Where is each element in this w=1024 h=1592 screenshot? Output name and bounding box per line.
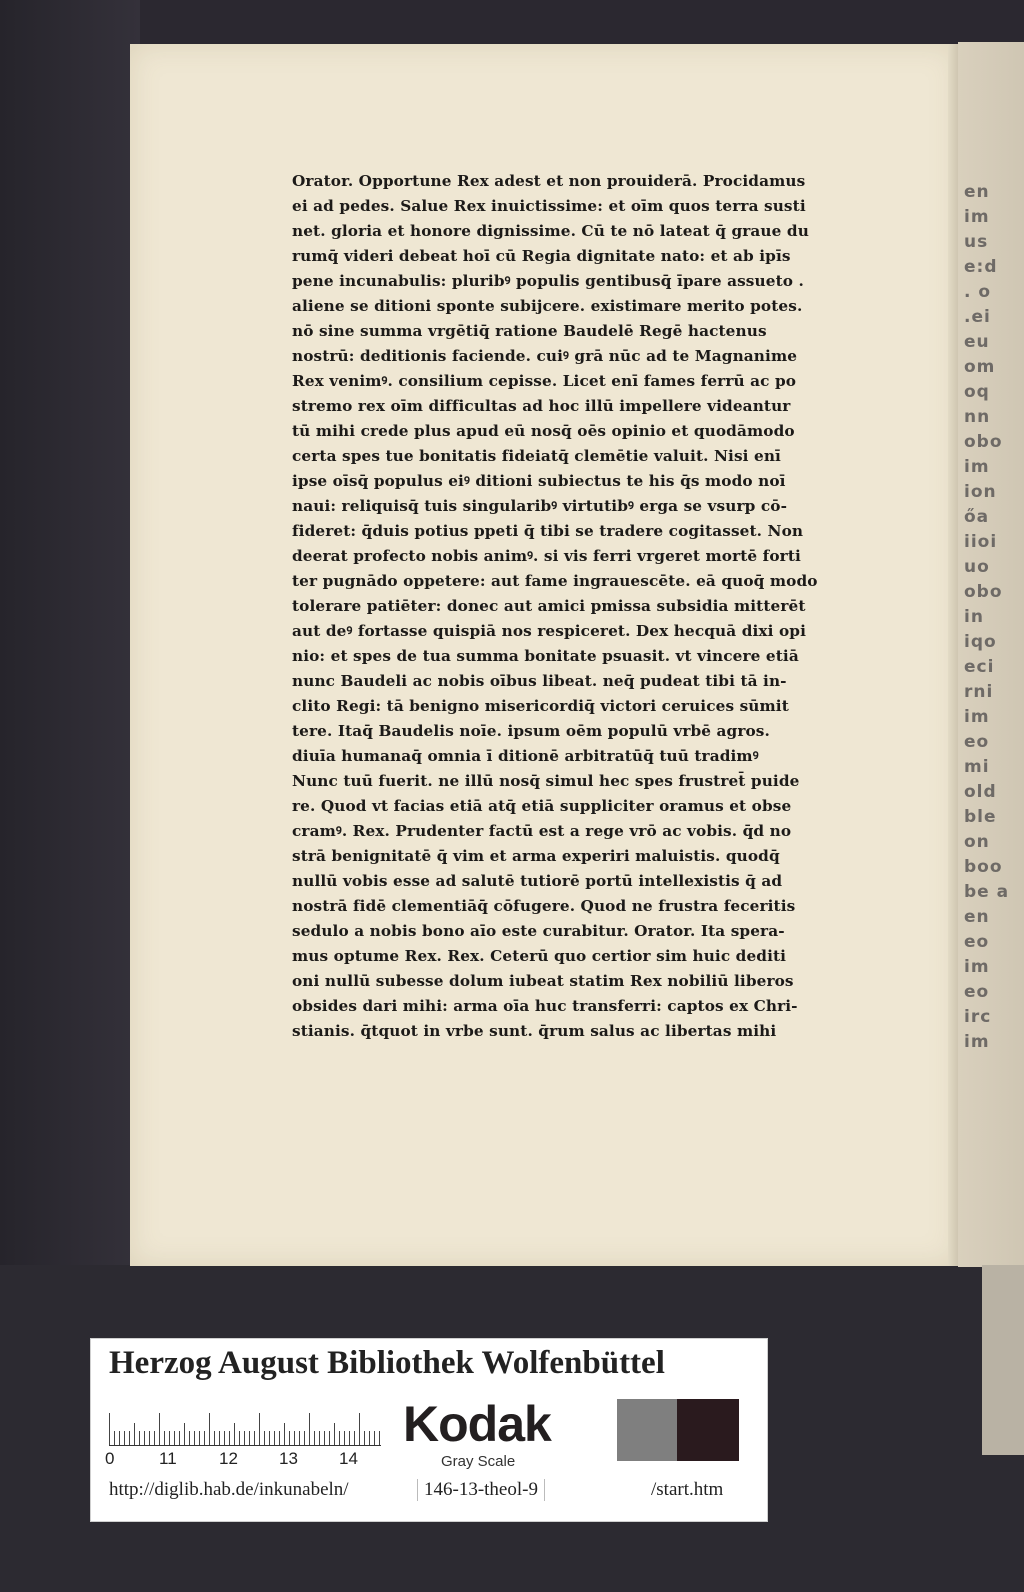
- facing-page-fragment: im: [964, 207, 990, 227]
- text-line: Rex venimꝰ. consilium cepisse. Licet enī fames ferrū ac po: [292, 372, 797, 390]
- text-line: nio: et spes de tua summa bonitate psuasit. vt vincere etiā: [292, 647, 799, 665]
- ruler-tick: [144, 1431, 145, 1445]
- facing-page-fragment: .ei: [964, 307, 991, 327]
- facing-page-fragment: mi: [964, 757, 990, 777]
- text-line: net. gloria et honore dignissime. Cū te nō lateat q̄ graue du: [292, 222, 809, 240]
- facing-page-fragment: nn: [964, 407, 991, 427]
- text-line: nunc Baudeli ac nobis oībus libeat. neq̄ pudeat tibi tā in-: [292, 672, 787, 690]
- text-line: nostrā fidē clementiāq̄ cōfugere. Quod ne frustra feceritis: [292, 897, 796, 915]
- text-line: naui: reliquisq̄ tuis singularibꝰ virtutibꝰ erga se vsurp cō-: [292, 497, 788, 515]
- ruler-tick: [114, 1431, 115, 1445]
- gray-swatch-dark: [677, 1399, 739, 1461]
- text-line: certa spes tue bonitatis fideiatq̄ clemētie valuit. Nisi enī: [292, 447, 781, 465]
- text-line: mus optume Rex. Rex. Ceterū quo certior sim huic dediti: [292, 947, 787, 965]
- facing-page-fragment: rni: [964, 682, 994, 702]
- facing-page-fragment: in: [964, 607, 984, 627]
- ruler-tick: [204, 1431, 205, 1445]
- ruler-tick: [254, 1431, 255, 1445]
- ruler-tick: [359, 1413, 360, 1445]
- facing-page-fragment: iqo: [964, 632, 997, 652]
- text-line: ei ad pedes. Salue Rex inuictissime: et oīm quos terra susti: [292, 197, 806, 215]
- text-line: clito Regi: tā benigno misericordiq̄ victori ceruices sūmit: [292, 697, 789, 715]
- facing-page-fragment: im: [964, 457, 990, 477]
- text-line: re. Quod vt facias etiā atq̄ etiā suppliciter oramus et obse: [292, 797, 792, 815]
- facing-page-fragment: ion: [964, 482, 997, 502]
- ruler-tick: [314, 1431, 315, 1445]
- ruler-tick: [364, 1431, 365, 1445]
- ruler-tick: [164, 1431, 165, 1445]
- text-line: nostrū: deditionis faciende. cuiꝰ grā nūc ad te Magnanime: [292, 347, 798, 365]
- text-line: pene incunabulis: pluribꝰ populis gentibusq̄ īpare assueto .: [292, 272, 804, 290]
- ruler-tick: [174, 1431, 175, 1445]
- institution-name: Herzog August Bibliothek Wolfenbüttel: [109, 1345, 665, 1381]
- ruler-tick: [129, 1431, 130, 1445]
- ruler-tick: [224, 1431, 225, 1445]
- url-id: 146-13-theol-9: [417, 1479, 545, 1501]
- ruler-tick: [329, 1431, 330, 1445]
- ruler-label: 13: [279, 1449, 298, 1468]
- ruler-tick: [159, 1413, 160, 1445]
- facing-page-fragment: ble: [964, 807, 997, 827]
- kodak-logo: Kodak: [403, 1396, 551, 1452]
- ruler-tick: [139, 1431, 140, 1445]
- ruler-tick: [379, 1431, 380, 1445]
- facing-page-fragment: en: [964, 182, 990, 202]
- facing-page-fragment: eci: [964, 657, 995, 677]
- ruler-tick: [259, 1413, 260, 1445]
- facing-page-fragment: eo: [964, 932, 990, 952]
- ruler-tick: [309, 1413, 310, 1445]
- text-line: tū mihi crede plus apud eū nosq̄ oēs opinio et quodāmodo: [292, 422, 795, 440]
- ruler-tick: [269, 1431, 270, 1445]
- text-line: aut deꝰ fortasse quispiā nos respiceret. Dex hecquā dixi opi: [292, 622, 806, 640]
- ruler-tick: [339, 1431, 340, 1445]
- facing-page-fragment: old: [964, 782, 997, 802]
- ruler-tick: [369, 1431, 370, 1445]
- ruler-tick: [299, 1431, 300, 1445]
- text-line: strā benignitatē q̄ vim et arma experiri maluistis. quodq̄: [292, 847, 780, 865]
- ruler-tick: [109, 1413, 110, 1445]
- facing-page-fragment: irc: [964, 1007, 992, 1027]
- facing-page-fragment: oq: [964, 382, 990, 402]
- ruler-label: 14: [339, 1449, 358, 1468]
- text-line: deerat profecto nobis animꝰ. si vis ferri vrgeret mortē forti: [292, 547, 801, 565]
- gray-scale-label: Gray Scale: [441, 1453, 516, 1470]
- text-line: obsides dari mihi: arma oīa huc transferri: captos ex Chri-: [292, 997, 798, 1015]
- ruler-tick: [229, 1431, 230, 1445]
- ruler-tick: [134, 1423, 135, 1445]
- ruler-tick: [264, 1431, 265, 1445]
- ruler-tick: [189, 1431, 190, 1445]
- facing-page-fragment: us: [964, 232, 989, 252]
- ruler-tick: [249, 1431, 250, 1445]
- text-line: tere. Itaq̄ Baudelis noīe. ipsum oēm populū vrbē agros.: [292, 722, 770, 740]
- ruler-tick: [179, 1431, 180, 1445]
- facing-page-fragment: be a: [964, 882, 1010, 902]
- ruler-tick: [294, 1431, 295, 1445]
- ruler-tick: [244, 1431, 245, 1445]
- facing-page-fragment: iioi: [964, 532, 998, 552]
- text-line: nullū vobis esse ad salutē tutiorē portū intellexistis q̄ ad: [292, 872, 783, 890]
- ruler-tick: [219, 1431, 220, 1445]
- ruler-tick: [344, 1431, 345, 1445]
- ruler-tick: [304, 1431, 305, 1445]
- text-line: stremo rex oīm difficultas ad hoc illū impellere videantur: [292, 397, 791, 415]
- ruler-tick: [124, 1431, 125, 1445]
- ruler-tick: [279, 1431, 280, 1445]
- facing-page-fragment: obo: [964, 432, 1003, 452]
- gray-swatch-white: [561, 1399, 617, 1461]
- ruler-tick: [184, 1423, 185, 1445]
- ruler-tick: [214, 1431, 215, 1445]
- text-line: fideret: q̄duis potius ppeti q̄ tibi se tradere cogitasset. Non: [292, 522, 804, 540]
- facing-page-fragment: im: [964, 707, 990, 727]
- facing-page-lower-edge: [982, 1265, 1024, 1455]
- ruler-tick: [349, 1431, 350, 1445]
- incunable-text-block: [292, 169, 882, 1044]
- facing-page-fragment: on: [964, 832, 990, 852]
- text-line: nō sine summa vrgētiq̄ ratione Baudelē Regē hactenus: [292, 322, 767, 340]
- facing-page-fragment: om: [964, 357, 996, 377]
- ruler-tick: [149, 1431, 150, 1445]
- text-line: oni nullū subesse dolum iubeat statim Rex nobiliū liberos: [292, 972, 794, 990]
- text-line: ipse oīsq̄ populus eiꝰ ditioni subiectus te his q̄s modo noī: [292, 472, 786, 490]
- url-start: /start.htm: [651, 1479, 724, 1500]
- facing-page-fragment: im: [964, 1032, 990, 1052]
- facing-page-fragment: uo: [964, 557, 990, 577]
- text-line: cramꝰ. Rex. Prudenter factū est a rege vrō ac vobis. q̄d no: [292, 822, 792, 840]
- ruler-tick: [209, 1413, 210, 1445]
- ruler-tick: [234, 1423, 235, 1445]
- text-line: sedulo a nobis bono aīo este curabitur. Orator. Ita spera-: [292, 922, 785, 940]
- book-page: [130, 44, 958, 1266]
- facing-page-edge: [958, 42, 1024, 1267]
- facing-page-fragment: eu: [964, 332, 990, 352]
- facing-page-fragment: en: [964, 907, 990, 927]
- facing-page-fragment: obo: [964, 582, 1003, 602]
- ruler-label: 11: [159, 1449, 177, 1468]
- ruler-tick: [119, 1431, 120, 1445]
- ruler-tick: [169, 1431, 170, 1445]
- facing-page-fragment: őa: [964, 507, 990, 527]
- ruler-tick: [324, 1431, 325, 1445]
- facing-page-fragment: boo: [964, 857, 1003, 877]
- ruler-tick: [319, 1431, 320, 1445]
- ruler-label: 0: [105, 1449, 115, 1468]
- text-line: Nunc tuū fuerit. ne illū nosq̄ simul hec spes frustret̄ puide: [292, 772, 800, 790]
- text-line: rumq̄ videri debeat hoī cū Regia dignitate nato: et ab ipīs: [292, 247, 791, 265]
- ruler-tick: [284, 1423, 285, 1445]
- text-line: aliene se ditioni sponte subijcere. existimare merito potes.: [292, 297, 803, 315]
- text-line: stianis. q̄tquot in vrbe sunt. q̄rum salus ac libertas mihi: [292, 1022, 777, 1040]
- text-line: diuīa humanaq̄ omnia ī ditionē arbitratūq̄ tuū tradimꝰ: [292, 747, 759, 765]
- facing-page-fragment: . o: [964, 282, 992, 302]
- ruler-tick: [154, 1431, 155, 1445]
- url-base: http://diglib.hab.de/inkunabeln/: [109, 1479, 349, 1500]
- text-line: ter pugnādo oppetere: aut fame ingrauescēte. eā quoq̄ modo: [292, 572, 818, 590]
- gray-swatch-mid: [617, 1399, 677, 1461]
- ruler-tick: [289, 1431, 290, 1445]
- page-edge: [948, 44, 958, 1266]
- scan-target-card: [90, 1338, 768, 1522]
- ruler-tick: [194, 1431, 195, 1445]
- ruler-tick: [199, 1431, 200, 1445]
- ruler-label: 12: [219, 1449, 238, 1468]
- text-line: Orator. Opportune Rex adest et non prouiderā. Procidamus: [292, 172, 806, 190]
- ruler-tick: [334, 1423, 335, 1445]
- ruler-tick: [274, 1431, 275, 1445]
- measurement-ruler: [109, 1401, 381, 1446]
- ruler-tick: [354, 1431, 355, 1445]
- ruler-tick: [374, 1431, 375, 1445]
- text-line: tolerare patiēter: donec aut amici pmissa subsidia mitterēt: [292, 597, 806, 615]
- ruler-tick: [239, 1431, 240, 1445]
- facing-page-fragment: im: [964, 957, 990, 977]
- facing-page-fragment: e:d: [964, 257, 998, 277]
- facing-page-fragment: eo: [964, 732, 990, 752]
- facing-page-fragment: eo: [964, 982, 990, 1002]
